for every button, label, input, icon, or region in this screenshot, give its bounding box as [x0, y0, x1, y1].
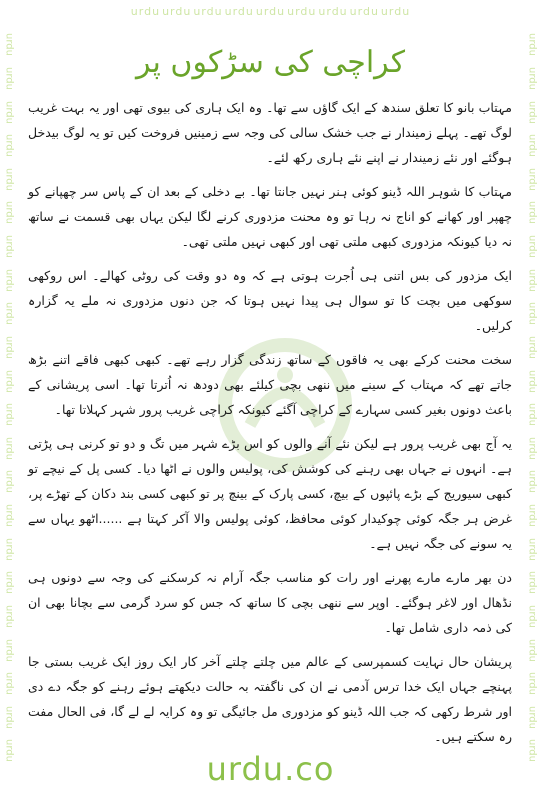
page-title: کراچی کی سڑکوں پر [135, 45, 406, 80]
watermark-text: urdu [526, 504, 538, 528]
watermark-text: urdu [526, 705, 538, 729]
left-watermark-border [2, 28, 16, 768]
watermark-text: urdu [3, 268, 15, 292]
watermark-text: urdu [3, 100, 15, 124]
top-watermark-border [0, 0, 541, 22]
watermark-text: urdu [349, 4, 379, 18]
watermark-text: urdu [3, 604, 15, 628]
watermark-text: urdu [526, 403, 538, 427]
watermark-text: urdu [224, 4, 254, 18]
watermark-text: urdu [526, 571, 538, 595]
watermark-text: urdu [3, 470, 15, 494]
watermark-text: urdu [3, 235, 15, 259]
article-body [28, 95, 512, 758]
watermark-text: urdu [526, 739, 538, 763]
watermark-text: urdu [526, 167, 538, 191]
watermark-text: urdu [287, 4, 317, 18]
paragraph: سخت محنت کرکے بھی یہ فاقوں کے ساتھ زندگی گزار رہے تھے۔ کبھی کبھی فاقے اتنے بڑھ جاتے تھے کہ مہتاب کے سینے میں ننھی بچی کیلئے بھی دودھ نہ اُترتا تھا۔ اسی پریشانی کے باعث دونوں بغیر کسی سہارے کے کراچی آگئے کیونکہ کراچی غریب پرور شہر کہلاتا تھا۔ [28, 352, 512, 417]
paragraph: یہ آج بھی غریب پرور ہے لیکن نئے آنے والوں کو اس بڑے شہر میں تگ و دو تو کرنی ہی پڑتی ہے۔ انہوں نے جہاں بھی رہنے کی کوشش کی، پولیس والوں نے اٹھا دیا۔ کسی پل کے نیچے تو کبھی سیوریج کے بڑے پائپوں کے بیچ، کسی پارک کے بینچ پر تو کبھی کسی بند دکان کے تھڑے پر، غرض ہر جگہ کوئی چوکیدار کوئی محافظ، کوئی پولیس والا آکر کہتا ہے ......اٹھو یہاں سے یہ سونے کی جگہ نہیں ہے۔ [28, 436, 512, 551]
watermark-text: urdu [193, 4, 223, 18]
watermark-text: urdu [3, 335, 15, 359]
watermark-text: urdu [526, 604, 538, 628]
watermark-text: urdu [3, 66, 15, 90]
watermark-text: urdu [526, 672, 538, 696]
watermark-text: urdu [526, 268, 538, 292]
watermark-text: urdu [526, 638, 538, 662]
watermark-text: urdu [3, 134, 15, 158]
watermark-text: urdu [255, 4, 286, 18]
watermark-text: urdu [526, 33, 538, 57]
watermark-text: urdu [3, 201, 15, 225]
watermark-text: urdu [526, 335, 538, 359]
paragraph: مہتاب بانو کا تعلق سندھ کے ایک گاؤں سے تھا۔ وہ ایک ہاری کی بیوی تھی اور یہ بہت غریب لوگ تھے۔ پہلے زمیندار نے جب خشک سالی کی وجہ سے زمینیں فروخت کیں تو یہ لوگ بیدخل ہوگئے اور نئے زمیندار نے اپنے نئے ہاری رکھ لئے۔ [28, 100, 512, 165]
watermark-text: urdu [526, 302, 538, 326]
paragraph: مہتاب کا شوہر اللہ ڈینو کوئی ہنر نہیں جانتا تھا۔ بے دخلی کے بعد ان کے پاس سر چھپانے کو چھپر اور کھانے کو اناج نہ رہا تو وہ محنت مزدوری کرنے لگا لیکن یہاں بھی قسمت نے ساتھ نہ دیا کیونکہ مزدوری کبھی ملتی تھی اور کبھی نہیں ملتی تھی۔ [28, 184, 512, 249]
watermark-text: urdu [318, 4, 348, 18]
watermark-text: urdu [380, 4, 411, 18]
watermark-text: urdu [526, 100, 538, 124]
watermark-text: urdu [526, 66, 538, 90]
watermark-text: urdu [162, 4, 192, 18]
paragraph: پریشان حال نہایت کسمپرسی کے عالم میں چلتے چلتے آخر کار ایک روز ایک غریب بستی جا پہنچے جہاں ایک خدا ترس آدمی نے ان کی ناگفتہ بہ حالت دیکھتے ہوئے رہنے کو جگہ دے دی اور شرط رکھی کہ جب اللہ ڈینو کو مزدوری مل جائیگی تو وہ کرایہ لے لے گا، فی الحال مفت رہ سکتے ہیں۔ [28, 654, 512, 744]
paragraph: دن بھر مارے مارے پھرنے اور رات کو مناسب جگہ آرام نہ کرسکنے کی وجہ سے دونوں ہی نڈھال اور لاغر ہوگئے۔ اوپر سے ننھی بچی کا ساتھ کہ جس کو سرد گرمی سے بچانا بھی ان کی ذمہ داری شامل تھا۔ [28, 570, 512, 635]
paragraph: ایک مزدور کی بس اتنی ہی اُجرت ہوتی ہے کہ وہ دو وقت کی روٹی کھالے۔ اس روکھی سوکھی میں بچت کا تو سوال ہی پیدا نہیں ہوتا کہ جن دنوں مزدوری نہ ملے یہ گزارہ کرلیں۔ [28, 268, 512, 333]
watermark-text: urdu [130, 4, 161, 18]
watermark-text: urdu [526, 369, 538, 393]
watermark-text: urdu [3, 571, 15, 595]
watermark-text: urdu [3, 33, 15, 57]
watermark-text: urdu [3, 504, 15, 528]
watermark-text: urdu [3, 537, 15, 561]
watermark-text: urdu [3, 705, 15, 729]
watermark-text: urdu [3, 436, 15, 460]
watermark-text: urdu [526, 470, 538, 494]
watermark-text: urdu [3, 739, 15, 763]
watermark-text: urdu [526, 235, 538, 259]
watermark-text: urdu [3, 369, 15, 393]
site-footer-logo: urdu.co [206, 750, 335, 788]
watermark-text: urdu [3, 403, 15, 427]
watermark-text: urdu [3, 638, 15, 662]
watermark-text: urdu [526, 134, 538, 158]
watermark-text: urdu [526, 436, 538, 460]
watermark-text: urdu [3, 167, 15, 191]
watermark-text: urdu [3, 672, 15, 696]
watermark-text: urdu [3, 302, 15, 326]
watermark-text: urdu [526, 537, 538, 561]
right-watermark-border [525, 28, 539, 768]
watermark-text: urdu [526, 201, 538, 225]
